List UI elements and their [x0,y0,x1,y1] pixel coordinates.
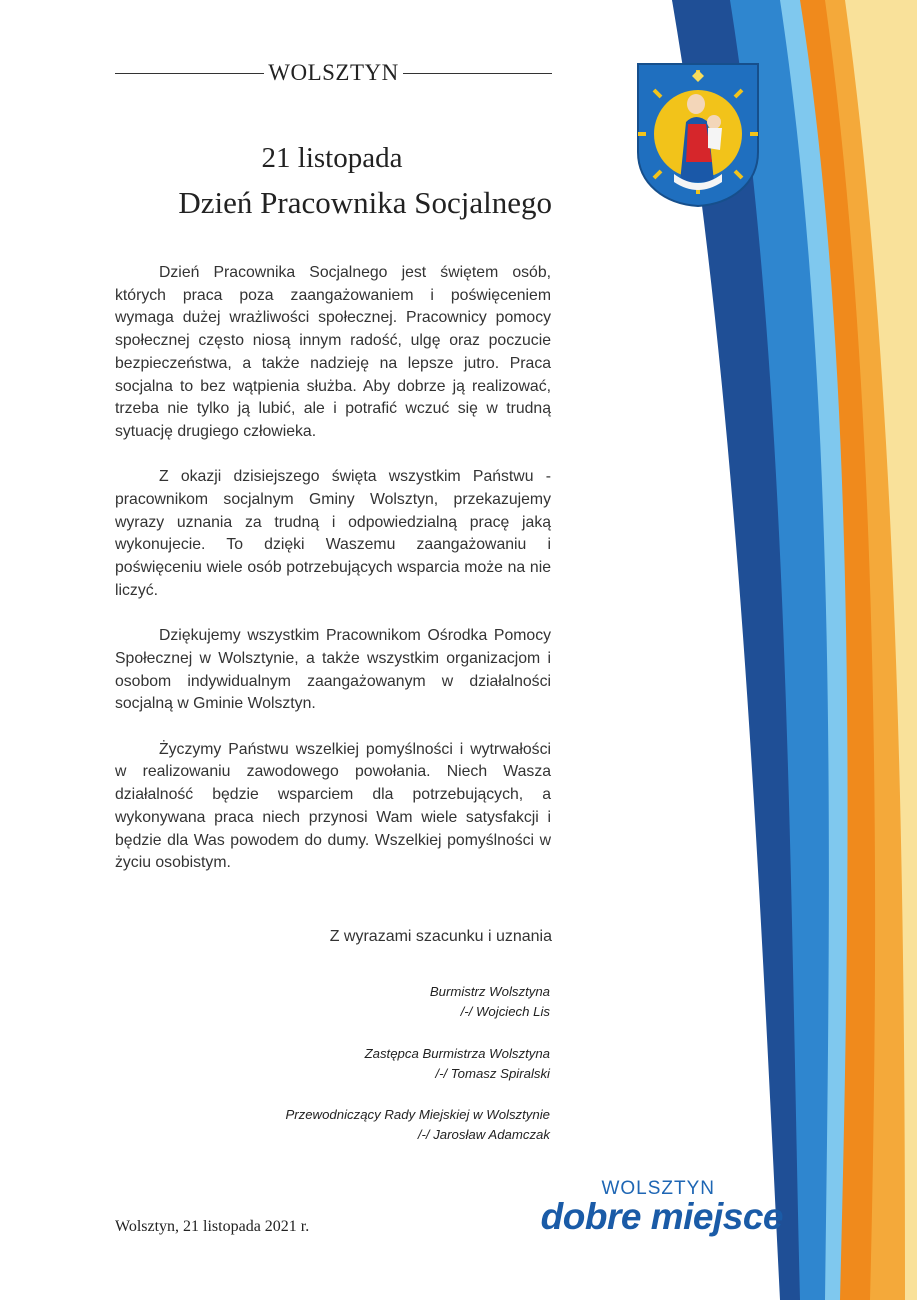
header-city: WOLSZTYN [268,60,399,85]
header-rule-right [403,73,552,74]
body-paragraph: Dzień Pracownika Socjalnego jest świętem osób, których praca poza zaangażowaniem i poświęceniem wymaga dużej wrażliwości społecznej. Pracownicy pomocy społecznej często niosą innym radość, ulgę oraz poczucie bezpieczeństwa, a także nadzieję na lepsze jutro. Praca socjalna to bez wątpienia służba. Aby dobrze ją realizować, trzeba nie tylko ją lubić, ale i potrafić wczuć się w trudną sytuację drugiego człowieka. [115,264,551,440]
signature-block [115,982,550,1022]
header-rule-left [115,73,264,74]
body-paragraph: Dziękujemy wszystkim Pracownikom Ośrodka Pomocy Społecznej w Wolsztynie, a także wszystkim organizacjom i osobom indywidualnym zaangażowanym w działalności socjalną w Gminie Wolsztyn. [115,627,551,713]
signature-name: /-/ Wojciech Lis [460,1004,550,1019]
page-title: Dzień Pracownika Socjalnego [178,185,552,220]
coat-of-arms-icon [636,62,760,208]
brand-top: WOLSZTYN [601,1178,715,1199]
signature-block [115,1044,550,1084]
body-paragraph: Z okazji dzisiejszego święta wszystkim Państwu - pracownikom socjalnym Gminy Wolsztyn, przekazujemy wyrazy uznania za trudną i odpowiedzialną pracę jaką wykonujecie. To dzięki Waszemu zaangażowaniu i poświęceniu wiele osób potrzebujących wsparcia może na nie liczyć. [115,468,551,599]
brand-logo [533,1178,783,1237]
letter-body [115,262,551,898]
signature-role: Przewodniczący Rady Miejskiej w Wolsztynie [285,1107,550,1122]
body-paragraph: Życzymy Państwu wszelkiej pomyślności i wytrwałości w realizowaniu zawodowego powołania. Niech Wasza działalność będzie wsparciem dla potrzebujących, a wykonywana praca niech przynosi Wam wiele satysfakcji i będzie dla Was powodem do dumy. Wszelkiej pomyślności w życiu osobistym. [115,740,551,872]
signature-name: /-/ Tomasz Spiralski [435,1066,550,1081]
closing-line: Z wyrazami szacunku i uznania [329,928,552,945]
place-date: Wolsztyn, 21 listopada 2021 r. [115,1218,310,1235]
signature-role: Burmistrz Wolsztyna [429,984,550,999]
title-date: 21 listopada [261,142,403,174]
signature-block [115,1105,550,1145]
brand-main: dobre miejsce [540,1196,783,1237]
header [115,58,552,88]
signature-name: /-/ Jarosław Adamczak [417,1127,550,1142]
signature-role: Zastępca Burmistrza Wolsztyna [364,1046,550,1061]
